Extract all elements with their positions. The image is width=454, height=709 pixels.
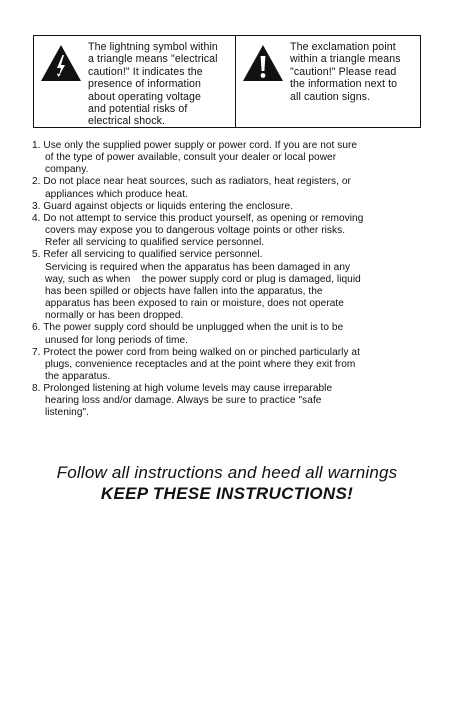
- instruction-line: of the type of power available, consult your dealer or local power: [45, 152, 337, 164]
- instruction-line: appliances which produce heat.: [45, 188, 188, 200]
- warning-line: The exclamation point: [290, 41, 396, 53]
- exclamation-triangle-icon: [242, 44, 284, 82]
- instruction-line: unused for long periods of time.: [45, 334, 188, 346]
- instruction-line: apparatus has been exposed to rain or moisture, does not operate: [45, 298, 344, 310]
- instruction-line: hearing loss and/or damage. Always be sure to practice "safe: [45, 395, 322, 407]
- warning-line: presence of information: [88, 78, 202, 91]
- warning-line: The lightning symbol within: [88, 41, 218, 53]
- warning-line: a triangle means "electrical: [88, 53, 218, 66]
- keep-instructions-heading: KEEP THESE INSTRUCTIONS!: [100, 484, 354, 503]
- instruction-line: has been spilled or objects have fallen into the apparatus, the: [45, 285, 323, 297]
- instruction-line: covers may expose you to dangerous voltage points or other risks.: [45, 225, 346, 237]
- instruction-item: [32, 213, 424, 249]
- instruction-line: Servicing is required when the apparatus has been damaged in any: [45, 261, 351, 273]
- warning-line: about operating voltage: [88, 90, 202, 103]
- warning-symbols-table: [33, 35, 421, 128]
- instruction-line: normally or has been dropped.: [45, 310, 184, 322]
- general-caution-box: [236, 35, 421, 128]
- lightning-triangle-icon: [40, 44, 82, 82]
- instruction-line: 4. Do not attempt to service this product yourself, as opening or removing: [32, 212, 364, 224]
- instruction-item: [32, 140, 424, 176]
- instruction-line: the apparatus.: [45, 370, 111, 382]
- instruction-line: company.: [45, 164, 89, 176]
- instruction-line: 2. Do not place near heat sources, such as radiators, heat registers, or: [32, 176, 351, 188]
- warning-line: caution!" It indicates the: [88, 65, 203, 78]
- instruction-line: 5. Refer all servicing to qualified service personnel.: [32, 249, 263, 261]
- instruction-line: Refer all servicing to qualified service personnel.: [45, 237, 265, 249]
- instruction-line: 6. The power supply cord should be unplugged when the unit is to be: [32, 322, 344, 334]
- instruction-line: listening".: [45, 407, 89, 419]
- instruction-line: 8. Prolonged listening at high volume levels may cause irreparable: [32, 383, 333, 395]
- instruction-item: [32, 176, 424, 200]
- instruction-line: plugs, convenience receptacles and at the point where they exit from: [45, 358, 356, 370]
- instruction-item: [32, 249, 424, 322]
- safety-instructions-list: [32, 140, 424, 420]
- general-caution-text: [290, 41, 418, 103]
- warning-line: and potential risks of: [88, 103, 188, 116]
- warning-line: within a triangle means: [290, 53, 401, 66]
- follow-instructions-heading: Follow all instructions and heed all warnings: [56, 463, 398, 482]
- instruction-line: 7. Protect the power cord from being walked on or pinched particularly at: [32, 346, 360, 358]
- warning-line: "caution!" Please read: [290, 65, 397, 78]
- instruction-line: 1. Use only the supplied power supply or power cord. If you are not sure: [32, 140, 358, 151]
- electrical-caution-box: [33, 35, 236, 128]
- warning-line: electrical shock.: [88, 115, 166, 128]
- warning-line: the information next to: [290, 78, 398, 91]
- warning-line: all caution signs.: [290, 90, 371, 103]
- instruction-line: 3. Guard against objects or liquids entering the enclosure.: [32, 200, 294, 212]
- instruction-item: [32, 347, 424, 383]
- instruction-item: [32, 383, 424, 419]
- instruction-line: way, such as when the power supply cord or plug is damaged, liquid: [45, 273, 361, 285]
- instruction-item: [32, 201, 424, 213]
- electrical-caution-text: [88, 41, 233, 128]
- instruction-item: [32, 322, 424, 346]
